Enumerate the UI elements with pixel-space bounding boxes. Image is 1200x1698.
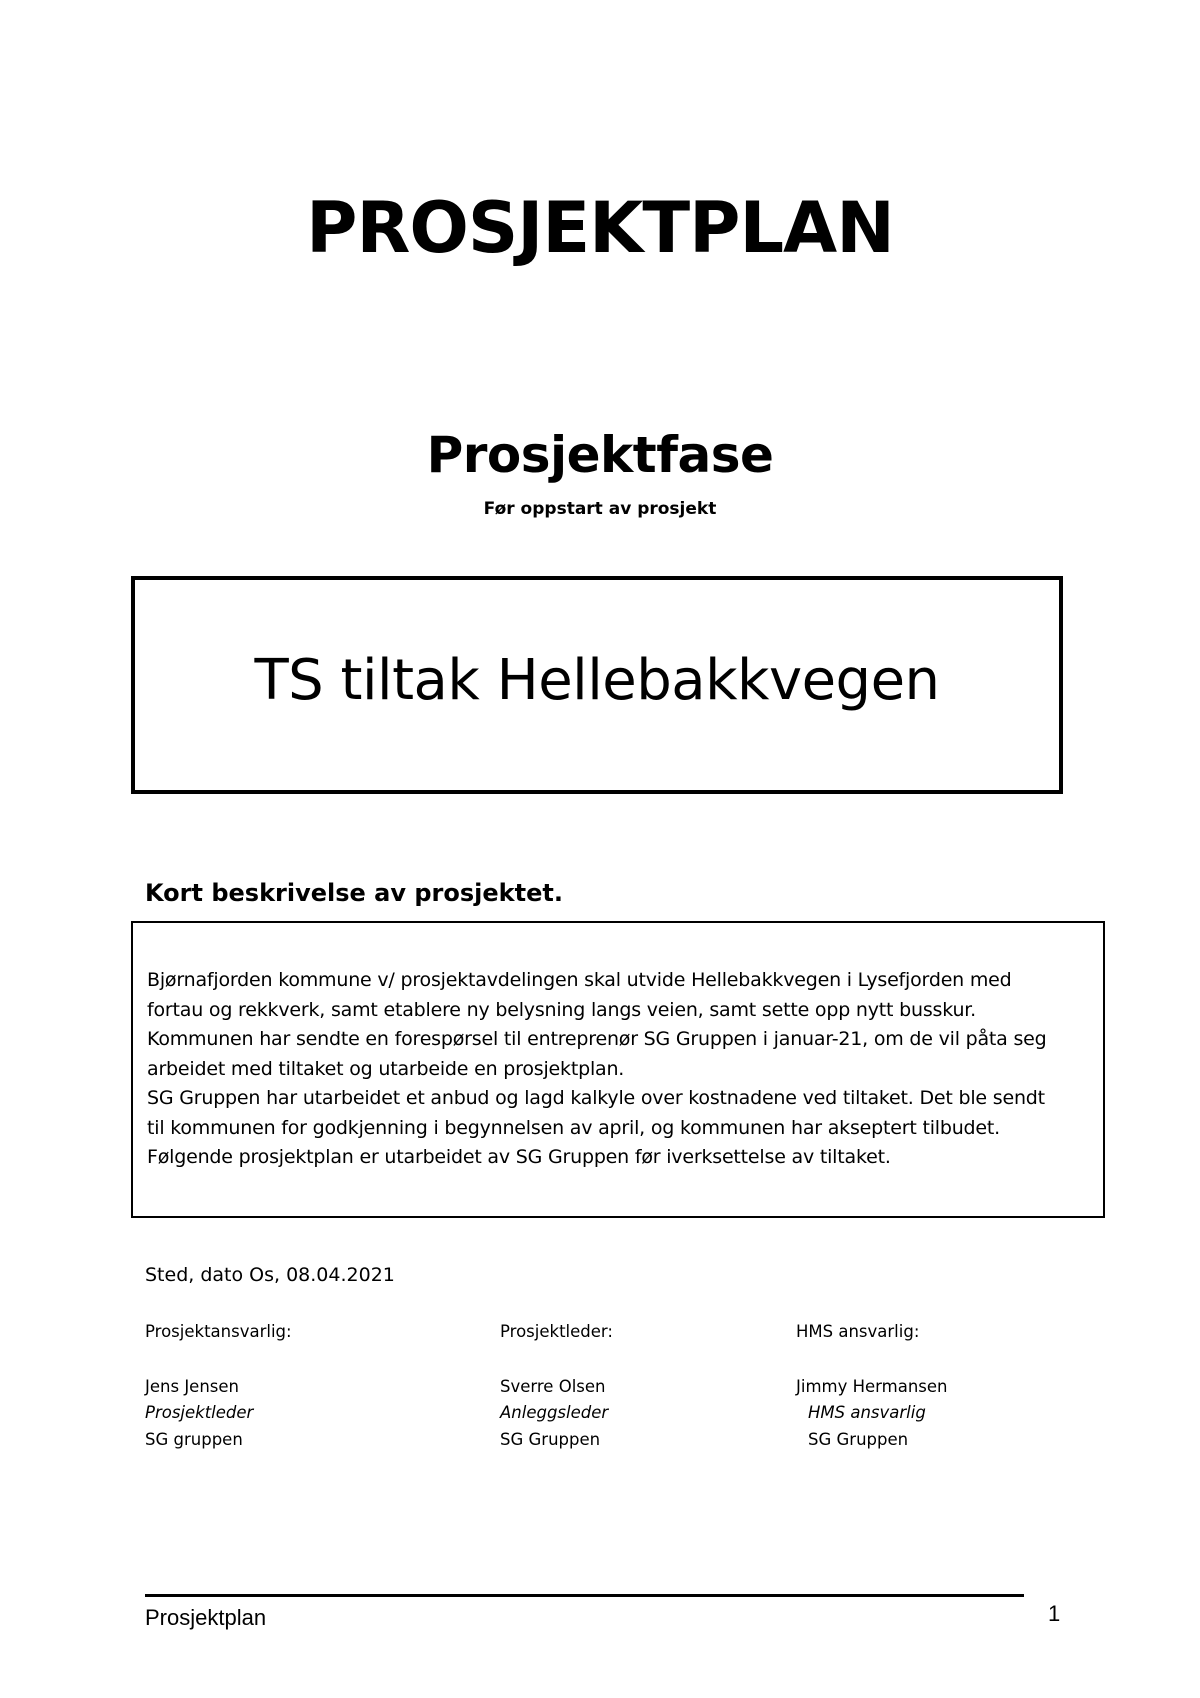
- document-title: PROSJEKTPLAN: [306, 187, 894, 269]
- project-name: TS tiltak Hellebakkvegen: [254, 648, 940, 713]
- page-number: 1: [1048, 1601, 1061, 1626]
- signatory-company: SG Gruppen: [808, 1430, 909, 1449]
- phase-subtitle: Før oppstart av prosjekt: [483, 499, 717, 519]
- signatory-hms-responsible: [796, 1320, 948, 1453]
- phase-title: Prosjektfase: [426, 426, 774, 484]
- footer-label: Prosjektplan: [145, 1605, 267, 1630]
- description-box: [131, 921, 1105, 1218]
- signatory-title: Anleggsleder: [500, 1403, 609, 1422]
- signatory-project-responsible: [145, 1320, 292, 1453]
- signatory-title: Prosjektleder: [145, 1403, 254, 1422]
- signatory-role-label: Prosjektleder:: [500, 1322, 613, 1341]
- signatory-company: SG Gruppen: [500, 1430, 601, 1449]
- footer-divider: [145, 1594, 1024, 1597]
- signatory-name: Jimmy Hermansen: [796, 1377, 948, 1396]
- description-line: til kommunen for godkjenning i begynnelsen av april, og kommunen har akseptert tilbudet.: [147, 1116, 1000, 1139]
- signatory-project-leader: [500, 1320, 613, 1453]
- signatory-name: Sverre Olsen: [500, 1377, 606, 1396]
- place-date: Sted, dato Os, 08.04.2021: [145, 1264, 395, 1286]
- signatory-role-label: Prosjektansvarlig:: [145, 1322, 292, 1341]
- signatory-title: HMS ansvarlig: [808, 1403, 926, 1422]
- description-line: Følgende prosjektplan er utarbeidet av SG Gruppen før iverksettelse av tiltaket.: [147, 1146, 891, 1168]
- description-line: Bjørnafjorden kommune v/ prosjektavdelingen skal utvide Hellebakkvegen i Lysefjorden med: [147, 969, 1012, 991]
- description-line: SG Gruppen har utarbeidet et anbud og lagd kalkyle over kostnadene ved tiltaket. Det ble sendt: [147, 1087, 1045, 1109]
- signatory-name: Jens Jensen: [145, 1377, 239, 1396]
- description-line: fortau og rekkverk, samt etablere ny belysning langs veien, samt sette opp nytt busskur.: [147, 998, 976, 1021]
- description-line: arbeidet med tiltaket og utarbeide en prosjektplan.: [147, 1057, 625, 1080]
- project-name-box: [131, 576, 1063, 794]
- signatory-company: SG gruppen: [145, 1430, 243, 1449]
- signatory-role-label: HMS ansvarlig:: [796, 1322, 920, 1341]
- description-heading: Kort beskrivelse av prosjektet.: [145, 879, 563, 907]
- description-line: Kommunen har sendte en forespørsel til entreprenør SG Gruppen i januar-21, om de vil påta seg: [147, 1028, 1047, 1050]
